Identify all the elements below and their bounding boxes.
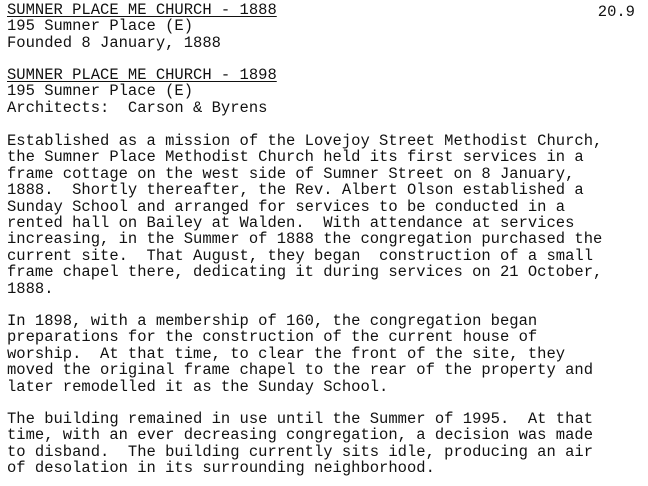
history-paragraph-2 (7, 313, 593, 395)
text-line: current site. That August, they began construction of a small (7, 246, 593, 265)
entry-address: 195 Sumner Place (E) (7, 82, 194, 101)
text-line: In 1898, with a membership of 160, the congregation began (7, 312, 538, 330)
entry-address: 195 Sumner Place (E) (7, 17, 194, 36)
text-line: rented hall on Bailey at Walden. With attendance at services (7, 214, 575, 233)
text-line: Established as a mission of the Lovejoy Street Methodist Church, (7, 132, 603, 150)
text-line: 1888. (7, 279, 54, 298)
church-entry-1898 (7, 67, 277, 116)
entry-architects: Architects: Carson & Byrens (7, 98, 268, 117)
text-line: increasing, in the Summer of 1888 the congregation purchased the (7, 230, 603, 249)
entry-title: SUMNER PLACE ME CHURCH - 1898 (7, 66, 277, 84)
text-line: later remodelled it as the Sunday School. (7, 377, 389, 396)
text-line: Sunday School and arranged for services to be conducted in a (7, 197, 566, 216)
text-line: time, with an ever decreasing congregation, a decision was made (7, 426, 593, 445)
text-line: worship. At that time, to clear the front of the site, they (7, 344, 566, 363)
text-line: moved the original frame chapel to the rear of the property and (7, 361, 593, 380)
history-paragraph-3 (7, 411, 593, 477)
history-paragraph-1 (7, 133, 602, 297)
entry-founded: Founded 8 January, 1888 (7, 33, 221, 52)
church-entry-1888 (7, 2, 277, 51)
text-line: frame cottage on the west side of Sumner Street on 8 January, (7, 164, 575, 183)
text-line: the Sumner Place Methodist Church held its first services in a (7, 148, 584, 167)
text-line: of desolation in its surrounding neighborhood. (7, 459, 435, 478)
text-line: preparations for the construction of the current house of (7, 328, 538, 347)
text-line: 1888. Shortly thereafter, the Rev. Albert Olson established a (7, 181, 584, 200)
entry-title: SUMNER PLACE ME CHURCH - 1888 (7, 1, 277, 19)
text-line: The building remained in use until the Summer of 1995. At that (7, 410, 593, 428)
text-line: frame chapel there, dedicating it during services on 21 October, (7, 263, 603, 282)
page-number: 20.9 (597, 3, 635, 21)
text-line: to disband. The building currently sits idle, producing an air (7, 442, 593, 461)
